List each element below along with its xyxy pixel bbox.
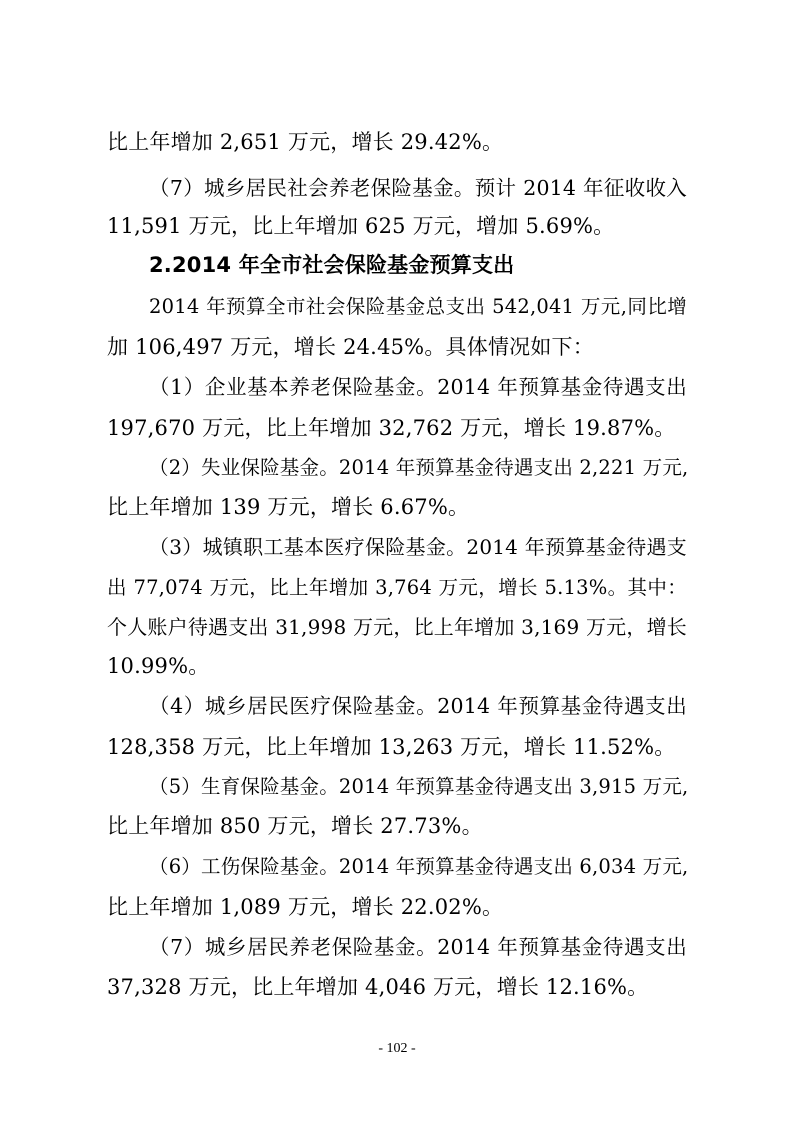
text-line-8: 197,670 万元，比上年增加 32,762 万元，增长 19.87%。: [107, 416, 676, 440]
text-line-12: 出 77,074 万元，比上年增加 3,764 万元，增长 5.13%。其中：: [107, 576, 687, 599]
text-line-9: （2）失业保险基金。2014 年预算基金待遇支出 2,221 万元,: [149, 456, 689, 479]
text-line-17: （5）生育保险基金。2014 年预算基金待遇支出 3,915 万元,: [149, 775, 689, 798]
text-line-2: （7）城乡居民社会养老保险基金。预计 2014 年征收收入: [149, 176, 687, 200]
text-line-13: 个人账户待遇支出 31,998 万元，比上年增加 3,169 万元，增长: [107, 615, 687, 639]
text-line-7: （1）企业基本养老保险基金。2014 年预算基金待遇支出: [149, 375, 687, 399]
text-line-3: 11,591 万元，比上年增加 625 万元，增加 5.69%。: [107, 214, 615, 238]
text-line-22: 37,328 万元，比上年增加 4,046 万元，增长 12.16%。: [107, 975, 649, 999]
text-line-18: 比上年增加 850 万元，增长 27.73%。: [107, 814, 483, 838]
text-line-16: 128,358 万元，比上年增加 13,263 万元，增长 11.52%。: [107, 735, 676, 759]
text-line-10: 比上年增加 139 万元，增长 6.67%。: [107, 495, 470, 519]
section-heading: 2.2014 年全市社会保险基金预算支出: [149, 253, 515, 277]
text-line-19: （6）工伤保险基金。2014 年预算基金待遇支出 6,034 万元,: [149, 855, 689, 878]
text-line-5: 2014 年预算全市社会保险基金总支出 542,041 万元,同比增: [149, 295, 687, 318]
text-line-11: （3）城镇职工基本医疗保险基金。2014 年预算基金待遇支: [149, 535, 687, 559]
text-line-6: 加 106,497 万元，增长 24.45%。具体情况如下：: [107, 335, 594, 359]
page-number: - 102 -: [378, 1041, 416, 1056]
text-line-15: （4）城乡居民医疗保险基金。2014 年预算基金待遇支出: [149, 694, 687, 718]
text-line-21: （7）城乡居民养老保险基金。2014 年预算基金待遇支出: [149, 935, 687, 959]
text-line-1: 比上年增加 2,651 万元，增长 29.42%。: [107, 130, 504, 154]
text-line-20: 比上年增加 1,089 万元，增长 22.02%。: [107, 895, 504, 919]
text-line-14: 10.99%。: [107, 654, 210, 678]
